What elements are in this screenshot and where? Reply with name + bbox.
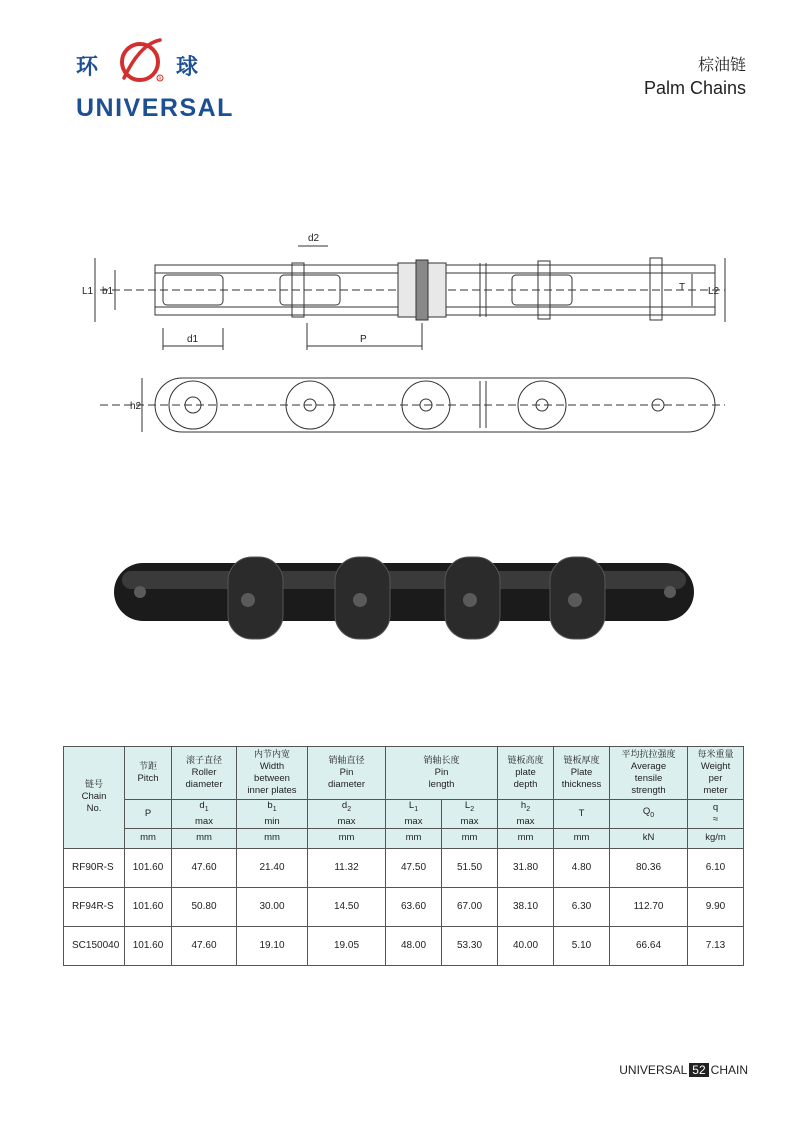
page-footer [619,1063,748,1077]
label-d1: d1 [187,334,199,345]
table-symbol-row: P $d_1$ max $b_1$ min $d_2$ max $L_1$ max $L_2$ max $h_2$ max T $Q_0$ q ≈ [64,800,744,829]
page-title-en: Palm Chains [643,78,746,98]
col-thickness: 链板厚度 Plate thickness [554,747,610,800]
table-row: RF90R-S 101.60 47.60 21.40 11.32 47.50 51.50 31.80 4.80 80.36 6.10 [64,848,744,887]
chain-technical-drawing [60,228,760,443]
col-weight: 每米重量 Weight per meter [688,747,744,800]
label-T: T [679,282,686,293]
page-number: 52 [689,1063,708,1077]
footer-brand: UNIVERSAL [619,1063,688,1077]
table-unit-row: mm mm mm mm mm mm mm mm kN kg/m [64,828,744,848]
label-L2: L2 [708,286,720,297]
spec-table [63,746,744,966]
col-pin: 销轴直径 Pin diameter [308,747,386,800]
label-d2: d2 [308,233,320,244]
page-title-cn: 棕油链 [697,55,746,74]
table-header-row [64,747,744,800]
table-row: RF94R-S 101.60 50.80 30.00 14.50 63.60 67.00 38.10 6.30 112.70 9.90 [64,887,744,926]
col-width: 内节内宽 Width between inner plates [237,747,308,800]
col-pitch: 节距 Pitch [125,747,172,800]
label-P: P [360,334,367,345]
footer-suffix: CHAIN [710,1063,748,1077]
col-tensile: 平均抗拉强度 Average tensile strength [610,747,688,800]
col-chain: 链号 Chain No. [64,747,125,849]
chain-photo [110,545,700,655]
col-roller: 滚子直径 Roller diameter [172,747,237,800]
logo-cn-right: 球 [176,55,201,80]
label-h2: h2 [130,401,142,412]
col-pin-length: 销轴长度 Pin length [386,747,498,800]
company-logo [70,30,234,130]
logo-cn-left: 环 [76,55,101,80]
col-depth: 链板高度 plate depth [498,747,554,800]
label-L1: L1 [82,286,94,297]
globe-logo-icon [114,34,170,90]
label-b1: b1 [102,286,114,297]
svg-text:R: R [158,76,162,82]
logo-text: UNIVERSAL [76,94,234,122]
table-row: SC150040 101.60 47.60 19.10 19.05 48.00 53.30 40.00 5.10 66.64 7.13 [64,926,744,965]
